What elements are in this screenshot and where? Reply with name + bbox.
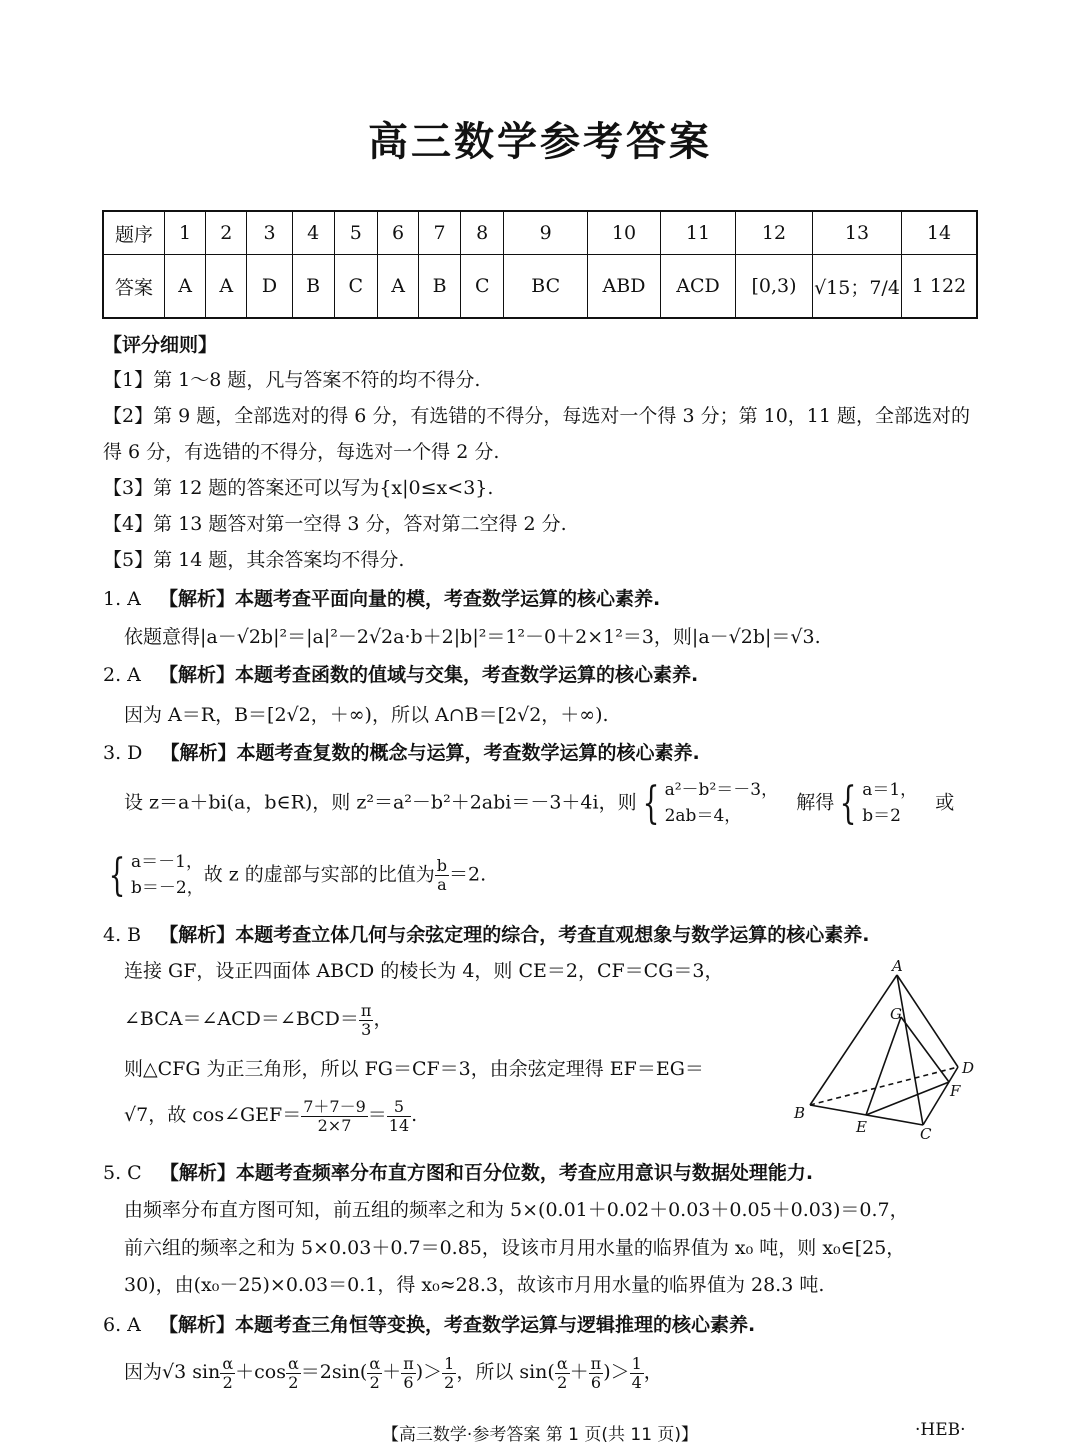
q6-part: ＋ — [382, 1361, 402, 1384]
table-cell: √15；7/4 — [813, 255, 902, 319]
table-cell: 5 — [334, 211, 377, 255]
q3-solution-line2 — [103, 850, 486, 901]
q3-system2 — [862, 778, 917, 829]
q3-solve: 解得 — [796, 791, 835, 814]
table-cell: A — [165, 255, 206, 319]
fraction — [442, 1355, 456, 1391]
rule-item: 【4】第 13 题答对第一空得 3 分，答对第二空得 2 分. — [103, 513, 567, 535]
numerator: π — [590, 1354, 602, 1373]
numerator: 5 — [387, 1098, 411, 1117]
table-cell: 4 — [292, 211, 334, 255]
table-cell: 9 — [504, 211, 588, 255]
q3-lead: 设 z＝a＋bi(a，b∈R)，则 z²＝a²－b²＋2abi＝－3＋4i，则 — [124, 791, 637, 814]
denominator: 6 — [403, 1372, 414, 1392]
q4-header — [103, 926, 870, 945]
table-cell: 12 — [736, 211, 813, 255]
fraction — [401, 1355, 416, 1391]
brace-icon: { — [839, 777, 857, 829]
table-cell: A — [206, 255, 247, 319]
footer-page-info: 【高三数学·参考答案 第 1 页(共 11 页)】 — [381, 1425, 699, 1445]
edge-AC — [897, 975, 923, 1125]
q1-solution: 依题意得|a－√2b|²＝|a|²－2√2a·b＋2|b|²＝1²－0＋2×1²＝3，则|a－√2b|＝√3. — [124, 626, 821, 648]
q5-line3: 30)，由(x₀－25)×0.03＝0.1，得 x₀≈28.3，故该市月用水量的临界值为 28.3 吨. — [124, 1274, 825, 1296]
q3-solution-line1 — [124, 778, 954, 829]
label-A: A — [892, 957, 903, 975]
rule-item: 【2】第 9 题，全部选对的得 6 分，有选错的不得分，每选对一个得 3 分；第 10，11 题，全部选对的 — [103, 405, 971, 427]
q4-line1: 连接 GF，设正四面体 ABCD 的棱长为 4，则 CE＝2，CF＝CG＝3， — [124, 960, 724, 982]
numerator: b — [436, 856, 448, 876]
table-cell: 7 — [419, 211, 461, 255]
q3-answer: 3. D — [103, 742, 143, 764]
q3-conclusion-end: ＝2. — [449, 863, 487, 886]
numerator: π — [360, 1001, 372, 1020]
table-cell: B — [419, 255, 461, 319]
answer-table — [102, 210, 978, 319]
q1-analysis-tag: 【解析】本题考查平面向量的模，考查数学运算的核心素养. — [159, 588, 661, 610]
q6-line1 — [124, 1355, 663, 1391]
denominator: 6 — [590, 1372, 602, 1392]
footer-code: ·HEB· — [915, 1420, 966, 1440]
table-cell: BC — [504, 255, 588, 319]
q1-answer: 1. A — [103, 588, 141, 610]
table-cell: 2 — [206, 211, 247, 255]
q2-solution: 因为 A＝R，B＝[2√2，＋∞)，所以 A∩B＝[2√2，＋∞). — [124, 704, 609, 726]
denominator: 2 — [222, 1372, 233, 1392]
q2-header — [103, 666, 698, 685]
segment-GF — [901, 1017, 949, 1082]
q6-part: ，所以 sin( — [456, 1361, 555, 1384]
q1-header — [103, 590, 660, 609]
table-cell: D — [247, 255, 292, 319]
q6-header — [103, 1316, 755, 1335]
q6-part: )＞ — [603, 1361, 630, 1384]
q5-line1: 由频率分布直方图可知，前五组的频率之和为 5×(0.01＋0.02＋0.03＋0.05＋0.03)＝0.7， — [124, 1199, 909, 1221]
rule-item: 【5】第 14 题，其余答案均不得分. — [103, 549, 405, 571]
q6-part: ＋ — [569, 1361, 589, 1384]
fraction — [286, 1355, 301, 1391]
q3-or: 或 — [935, 791, 955, 814]
q4-line2 — [124, 1002, 392, 1038]
label-F: F — [950, 1082, 961, 1100]
q6-part: 因为√3 sin — [124, 1361, 221, 1384]
denominator: 2 — [369, 1372, 380, 1392]
table-cell: 3 — [247, 211, 292, 255]
table-row-numbers — [103, 211, 977, 255]
rule-item: 【3】第 12 题的答案还可以写为{x|0≤x<3}. — [103, 477, 494, 499]
fraction — [435, 857, 449, 893]
row-label-numbers: 题序 — [103, 211, 165, 255]
rules-heading: 【评分细则】 — [103, 334, 218, 356]
numerator: 7＋7－9 — [303, 1097, 366, 1116]
q4-answer: 4. B — [103, 924, 142, 946]
fraction — [630, 1355, 644, 1391]
page-title: 高三数学参考答案 — [368, 119, 712, 165]
denominator: 2×7 — [317, 1115, 352, 1135]
q6-part: ＋cos — [235, 1361, 286, 1384]
q6-analysis-tag: 【解析】本题考查三角恒等变换，考查数学运算与逻辑推理的核心素养. — [159, 1314, 756, 1336]
table-cell: 1 — [165, 211, 206, 255]
table-cell: 10 — [588, 211, 661, 255]
denominator: 14 — [388, 1115, 410, 1135]
case-line: b＝－2， — [131, 877, 204, 898]
equals: ＝ — [367, 1104, 387, 1127]
q3-analysis-tag: 【解析】本题考查复数的概念与运算，考查数学运算的核心素养. — [160, 742, 700, 764]
case-line: b＝2 — [862, 805, 901, 826]
case-line: a＝－1， — [131, 852, 203, 872]
punct: ， — [373, 1008, 393, 1031]
segment-EF — [866, 1082, 949, 1115]
q2-analysis-tag: 【解析】本题考查函数的值域与交集，考查数学运算的核心素养. — [159, 664, 699, 686]
brace-icon: { — [642, 777, 660, 829]
fraction — [359, 1002, 374, 1038]
table-cell: [0,3) — [736, 255, 813, 319]
denominator: 4 — [631, 1372, 642, 1392]
label-D: D — [962, 1059, 975, 1077]
numerator: 1 — [631, 1354, 642, 1373]
table-cell: 11 — [661, 211, 736, 255]
table-row-answers — [103, 255, 977, 319]
q6-part: )＞ — [415, 1361, 443, 1384]
denominator: 2 — [288, 1372, 299, 1392]
denominator: 3 — [361, 1019, 372, 1039]
label-G: G — [890, 1005, 902, 1023]
label-C: C — [920, 1125, 932, 1143]
tetrahedron-diagram — [790, 955, 990, 1145]
fraction — [367, 1355, 382, 1391]
denominator: 2 — [557, 1372, 568, 1392]
case-line: a＝1， — [862, 780, 918, 800]
q3-system3 — [131, 850, 204, 901]
q5-answer: 5. C — [103, 1162, 142, 1184]
numerator: α — [287, 1354, 299, 1373]
q6-part: ＝2sin( — [300, 1361, 368, 1384]
brace-icon: { — [108, 849, 126, 901]
fraction — [589, 1355, 604, 1391]
numerator: α — [556, 1354, 568, 1373]
case-line: 2ab＝4， — [664, 805, 742, 826]
case-line: a²－b²＝－3， — [664, 780, 779, 800]
table-cell: 13 — [813, 211, 902, 255]
fraction — [387, 1098, 411, 1134]
row-label-answers: 答案 — [103, 255, 165, 319]
q6-part: ， — [643, 1361, 663, 1384]
numerator: α — [222, 1354, 234, 1373]
table-cell: C — [334, 255, 377, 319]
numerator: α — [369, 1354, 381, 1373]
label-E: E — [856, 1118, 867, 1136]
q2-answer: 2. A — [103, 664, 141, 686]
table-cell: C — [461, 255, 504, 319]
denominator: a — [437, 875, 447, 894]
numerator: π — [403, 1354, 414, 1373]
segment-GE — [866, 1017, 901, 1115]
rule-item: 得 6 分，有选错的不得分，每选对一个得 2 分. — [103, 441, 500, 463]
q3-conclusion: 故 z 的虚部与实部的比值为 — [203, 863, 435, 886]
q5-analysis-tag: 【解析】本题考查频率分布直方图和百分位数，考查应用意识与数据处理能力. — [159, 1162, 814, 1184]
table-cell: 1 122 — [902, 255, 978, 319]
table-cell: 8 — [461, 211, 504, 255]
punct: . — [411, 1104, 418, 1127]
q5-header — [103, 1164, 813, 1183]
denominator: 2 — [444, 1372, 455, 1392]
numerator: 1 — [444, 1354, 455, 1373]
table-cell: ACD — [661, 255, 736, 319]
q5-line2: 前六组的频率之和为 5×0.03＋0.7＝0.85，设该市月用水量的临界值为 x₀ 吨，则 x₀∈[25， — [124, 1237, 906, 1259]
table-cell: B — [292, 255, 334, 319]
rule-item: 【1】第 1～8 题，凡与答案不符的均不得分. — [103, 369, 481, 391]
q6-answer: 6. A — [103, 1314, 141, 1336]
fraction — [301, 1098, 368, 1134]
q4-cos: √7，故 cos∠GEF＝ — [124, 1104, 302, 1127]
q4-line3: 则△CFG 为正三角形，所以 FG＝CF＝3，由余弦定理得 EF＝EG＝ — [124, 1058, 704, 1080]
fraction — [220, 1355, 235, 1391]
q3-system1 — [665, 778, 778, 829]
table-cell: A — [378, 255, 419, 319]
q4-line4 — [124, 1098, 417, 1134]
fraction — [555, 1355, 570, 1391]
q4-analysis-tag: 【解析】本题考查立体几何与余弦定理的综合，考查直观想象与数学运算的核心素养. — [159, 924, 870, 946]
q4-angles: ∠BCA＝∠ACD＝∠BCD＝ — [124, 1008, 359, 1031]
table-cell: 14 — [902, 211, 978, 255]
q3-header — [103, 744, 700, 763]
table-cell: 6 — [378, 211, 419, 255]
table-cell: ABD — [588, 255, 661, 319]
label-B: B — [794, 1104, 806, 1122]
